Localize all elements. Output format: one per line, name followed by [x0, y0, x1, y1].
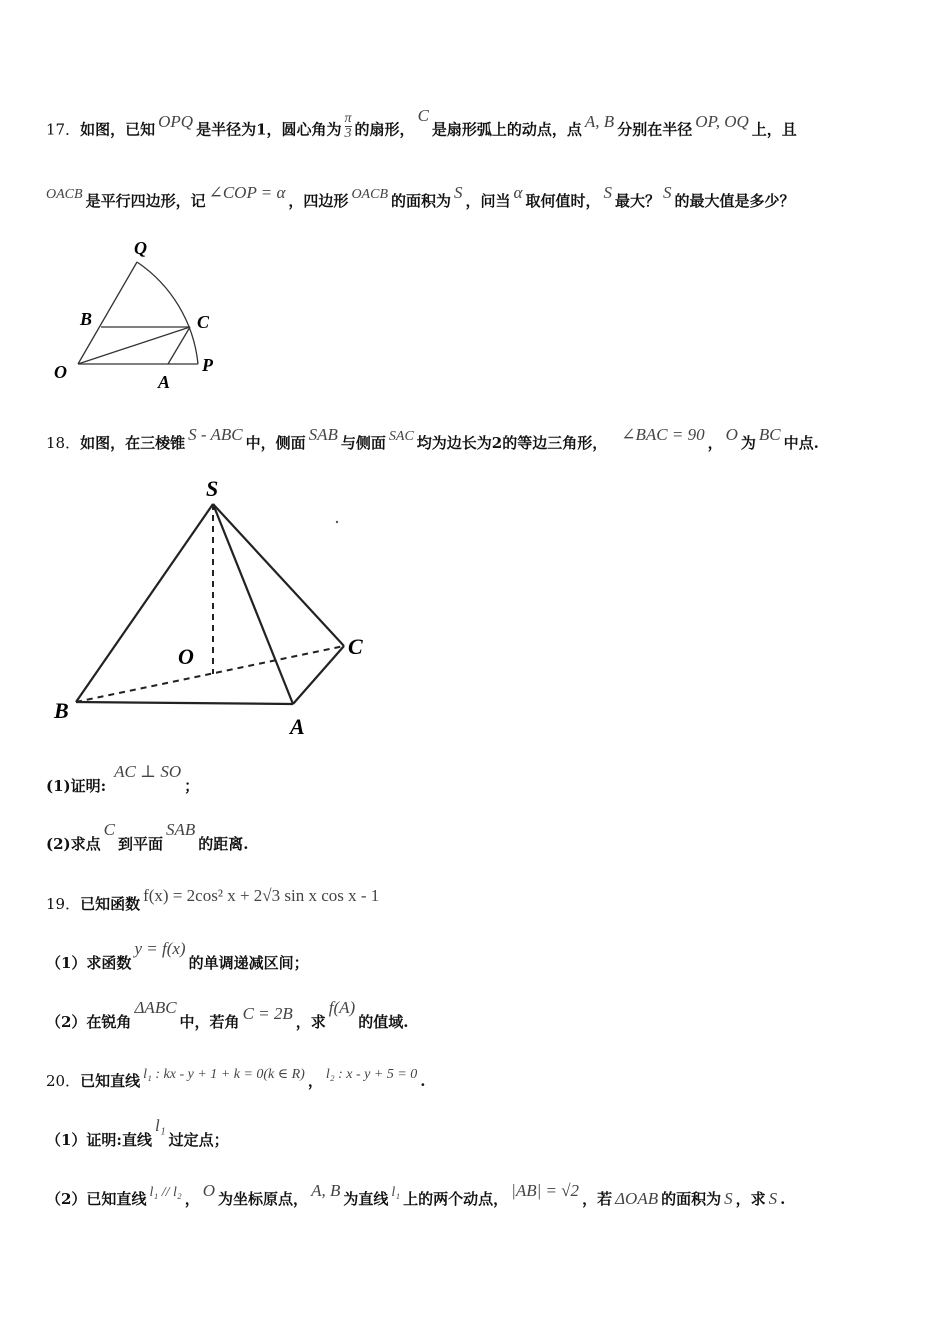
sector-arc — [137, 262, 198, 364]
q18-part-1: (1)证明:AC ⊥ SO； — [46, 762, 200, 795]
label-c: C — [348, 634, 363, 659]
q18-number: 18． — [46, 434, 81, 452]
q20-number: 20． — [46, 1072, 81, 1090]
q17-line-1: 17．如图，已知 OPQ 是半径为1，圆心角为 $\frac{\pi}{3}$ 的扇形，C是扇形弧上的动点，点 A, B 分别在半径 OP, OQ 上，且 — [46, 105, 797, 141]
label-q: Q — [134, 238, 147, 258]
stray-dot — [336, 521, 338, 523]
label-o: O — [178, 644, 194, 669]
label-c: C — [197, 312, 210, 332]
q18-line-1: 18．如图，在三棱锥 S - ABC 中，侧面 SAB 与侧面 SAC 均为边长为2的等边三角形， ∠BAC = 90 ， O 为 BC 中点. — [46, 425, 819, 452]
label-p: P — [202, 355, 213, 375]
q19-part-1: （1）求函数y = f(x)的单调递减区间； — [46, 939, 309, 972]
label-o: O — [54, 362, 67, 382]
edge-sb — [76, 504, 213, 702]
q17-line-2: OACB 是平行四边形，记 ∠COP = α ，四边形 OACB 的面积为 S ，问当 α 取何值时， S 最大？ S 的最大值是多少？ — [46, 183, 795, 210]
label-b: B — [54, 698, 69, 723]
q17-math-opq: OPQ — [158, 111, 194, 131]
q18-part-2: (2)求点C到平面SAB的距离. — [46, 820, 249, 853]
edge-sc — [213, 504, 344, 646]
q20-line-1: 20．已知直线 l₁ : kx - y + 1 + k = 0(k ∈ R) ， l₂ : x - y + 5 = 0 . — [46, 1067, 426, 1090]
q20-part-2: （2）已知直线 l₁ // l₂ ， O 为坐标原点， A, B 为直线 l₁ 上的两个动点， |AB| = √2 ，若 ΔOAB 的面积为 S ，求 S . — [46, 1181, 786, 1208]
edge-ac — [293, 646, 344, 704]
label-s: S — [206, 476, 219, 501]
q19-part-2: （2）在锐角ΔABC中，若角 C = 2B ，求f(A)的值域. — [46, 998, 409, 1031]
label-a: A — [290, 714, 305, 739]
edge-sa — [213, 504, 293, 704]
q19-line-1: 19．已知函数 f(x) = 2cos² x + 2√3 sin x cos x - 1 — [46, 886, 380, 913]
q20-part-1: （1）证明:直线l₁过定点； — [46, 1116, 229, 1149]
q19-number: 19． — [46, 895, 81, 913]
edge-bc-hidden — [76, 646, 344, 702]
q17-fraction: $\frac{\pi}{3}$ — [344, 111, 352, 141]
q18-pyramid-figure — [50, 472, 380, 742]
q17-sector-figure — [50, 232, 230, 392]
label-b: B — [80, 309, 93, 329]
label-a: A — [158, 372, 171, 392]
q17-number: 17． — [46, 120, 81, 139]
edge-ba — [76, 702, 293, 704]
segment-oc — [78, 327, 190, 364]
